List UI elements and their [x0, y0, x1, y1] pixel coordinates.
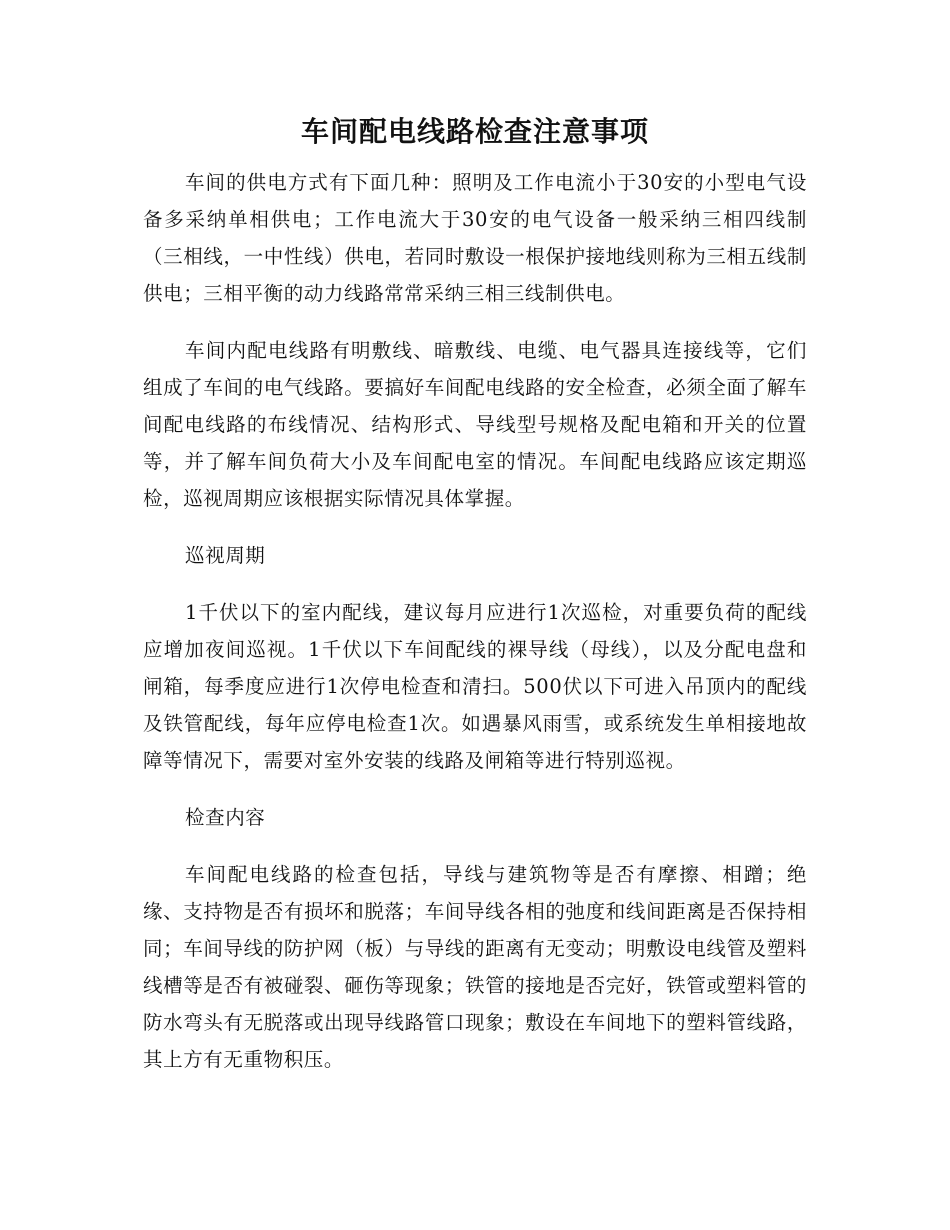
paragraph-wiring-overview: 车间内配电线路有明敷线、暗敷线、电缆、电气器具连接线等，它们组成了车间的电气线路。要搞好车间配电线路的安全检查，必须全面了解车间配电线路的布线情况、结构形式、导线型号规格及配电箱和开关的位置等，并了解车间负荷大小及车间配电室的情况。车间配电线路应该定期巡检，巡视周期应该根据实际情况具体掌握。 [143, 339, 807, 510]
section-heading-inspection-cycle: 巡视周期 [185, 544, 266, 567]
paragraph-power-supply: 车间的供电方式有下面几种：照明及工作电流小于30安的小型电气设备多采纳单相供电；工作电流大于30安的电气设备一般采纳三相四线制（三相线，一中性线）供电，若同时敷设一根保护接地线则称为三相五线制供电；三相平衡的动力线路常常采纳三相三线制供电。 [143, 171, 807, 305]
document-body [143, 110, 807, 1098]
document-title: 车间配电线路检查注意事项 [300, 115, 649, 148]
paragraph-inspection-content: 车间配电线路的检查包括，导线与建筑物等是否有摩擦、相蹭；绝缘、支持物是否有损坏和脱落；车间导线各相的弛度和线间距离是否保持相同；车间导线的防护网（板）与导线的距离有无变动；明敷设电线管及塑料线槽等是否有被碰裂、砸伤等现象；铁管的接地是否完好，铁管或塑料管的防水弯头有无脱落或出现导线路管口现象；敷设在车间地下的塑料管线路，其上方有无重物积压。 [143, 863, 807, 1071]
section-heading-inspection-content: 检查内容 [185, 806, 266, 829]
paragraph-inspection-cycle: 1千伏以下的室内配线，建议每月应进行1次巡检，对重要负荷的配线应增加夜间巡视。1千伏以下车间配线的裸导线（母线），以及分配电盘和闸箱，每季度应进行1次停电检查和清扫。500伏以下可进入吊顶内的配线及铁管配线，每年应停电检查1次。如遇暴风雨雪，或系统发生单相接地故障等情况下，需要对室外安装的线路及闸箱等进行特别巡视。 [143, 601, 807, 772]
